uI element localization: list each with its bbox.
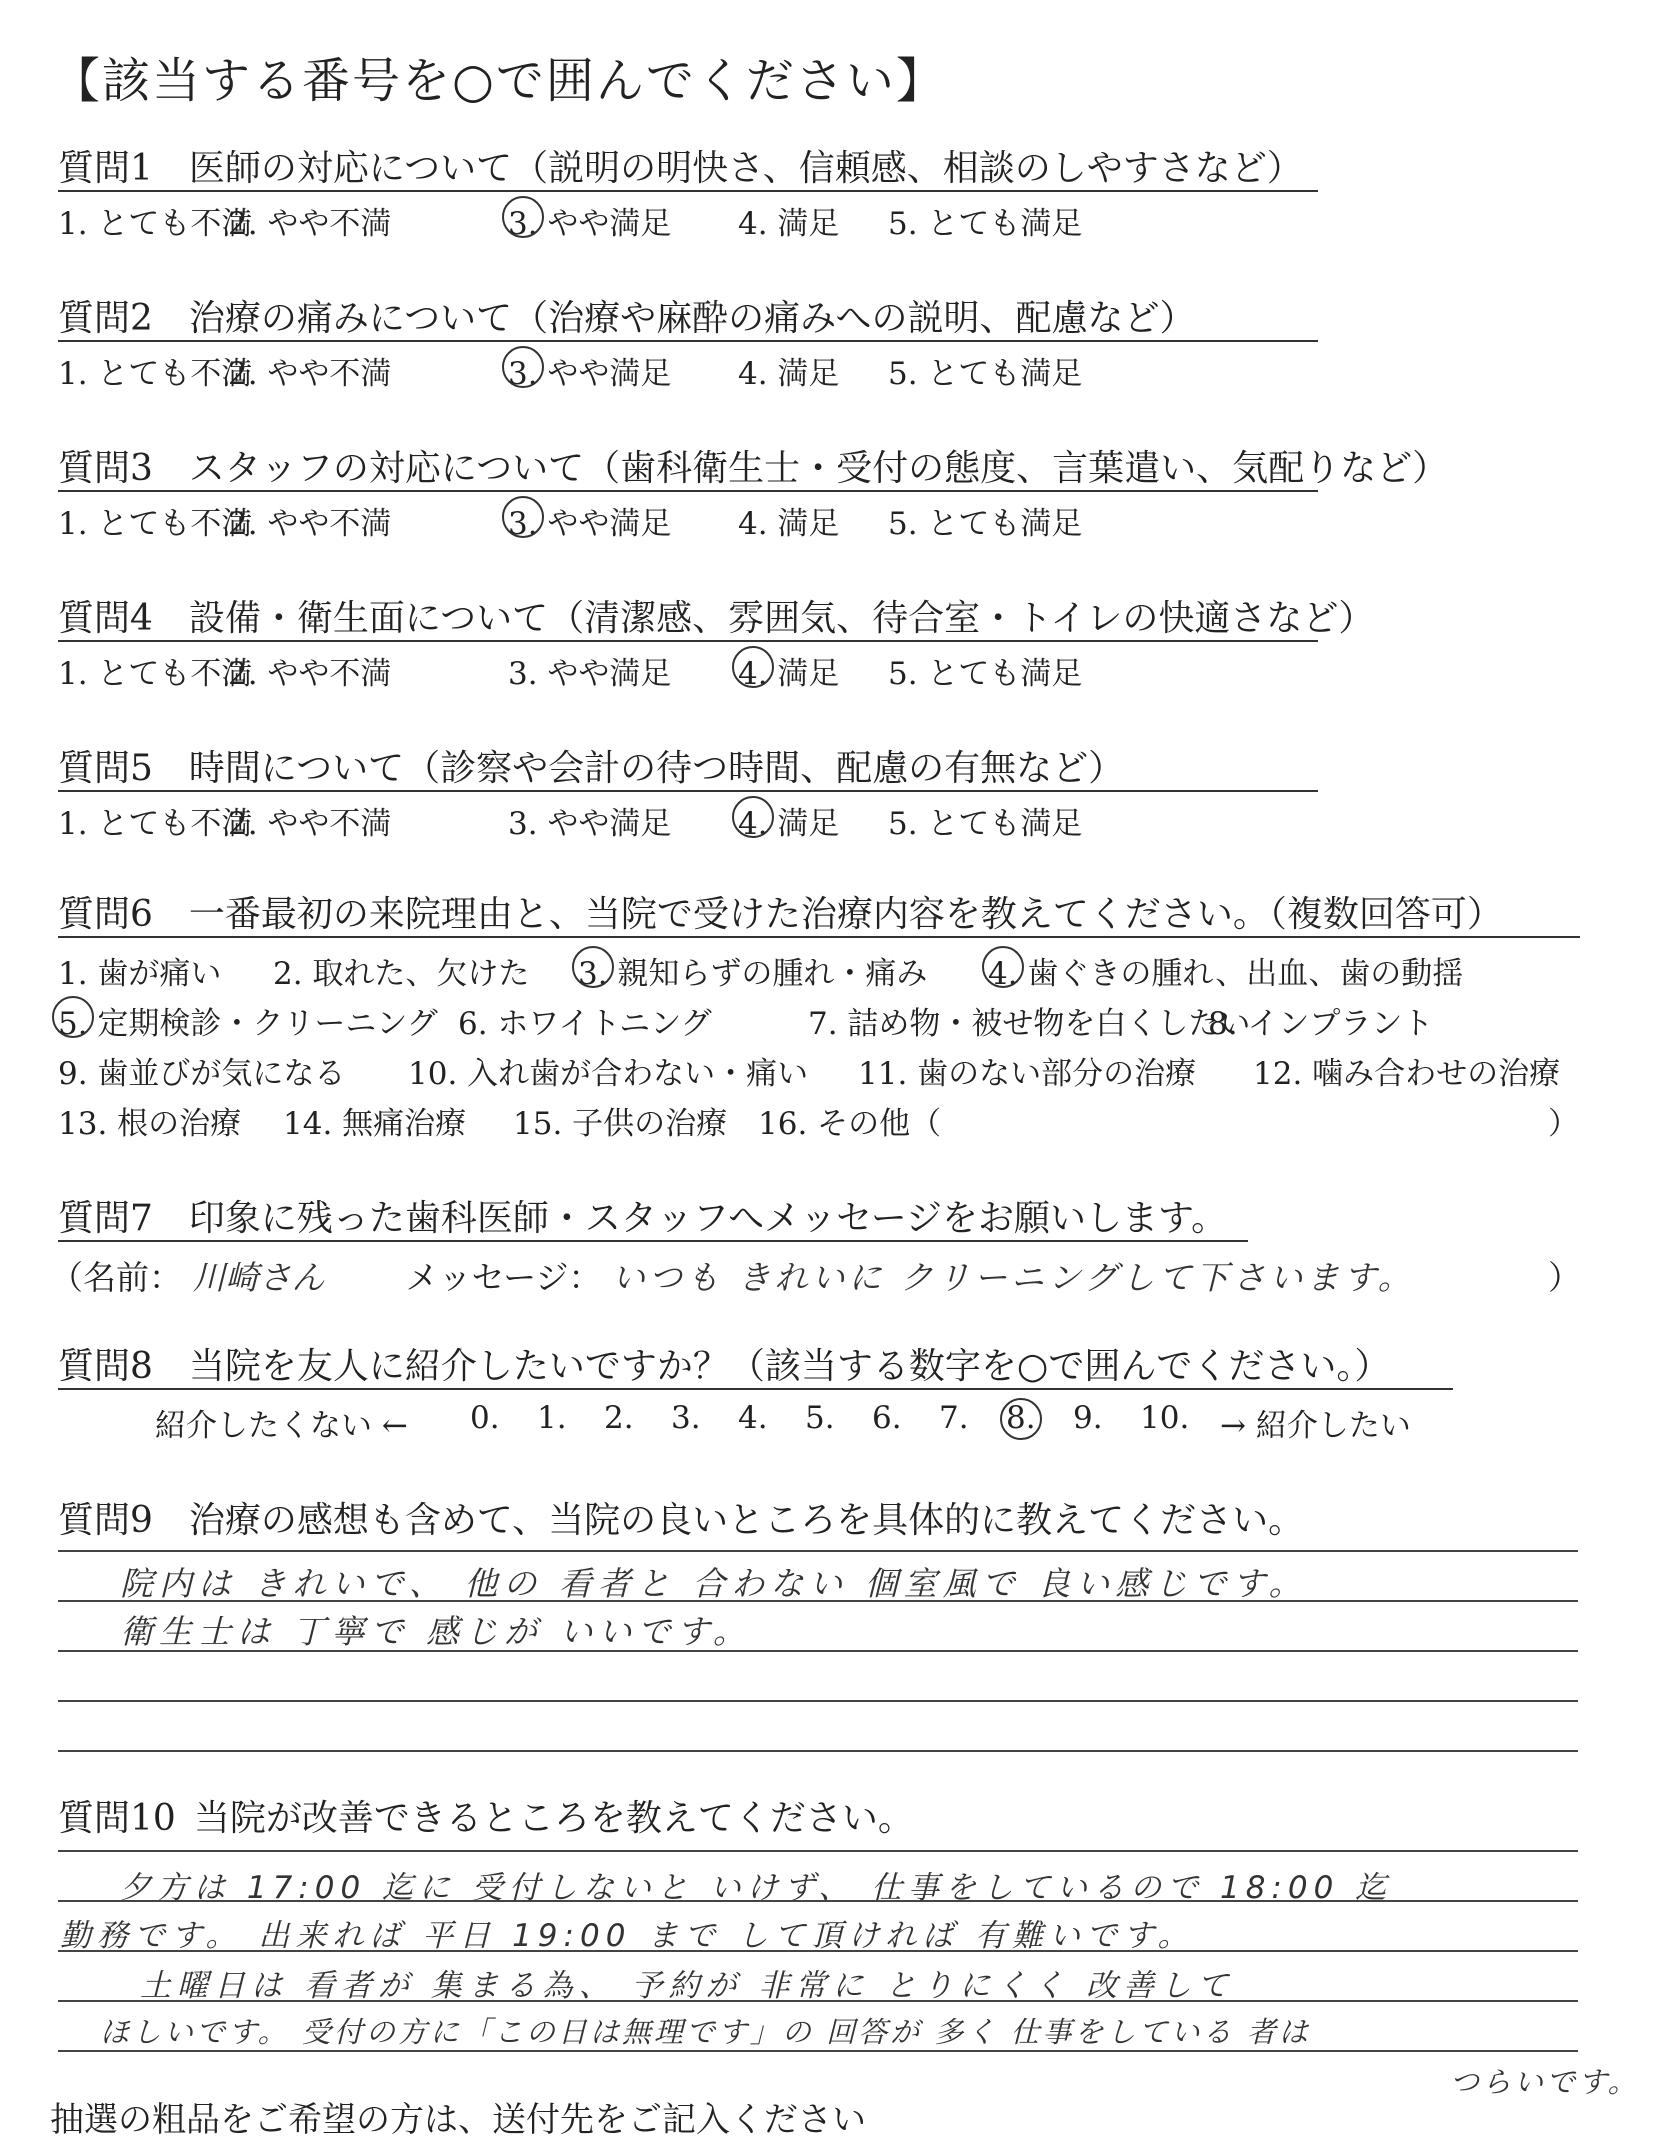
rating-option-2[interactable]: 2. やや不満 <box>228 506 392 542</box>
underline <box>58 490 1318 492</box>
q6-option[interactable]: 6. ホワイトニング <box>458 1006 712 1042</box>
q6-option[interactable]: 1. 歯が痛い <box>58 956 222 992</box>
rating-option-3[interactable]: 3. やや満足 <box>508 656 672 692</box>
scale-option[interactable]: 10. <box>1140 1400 1190 1436</box>
question-text: 印象に残った歯科医師・スタッフへメッセージをお願いします。 <box>188 1198 1228 1239</box>
q6-option[interactable]: 8. インプラント <box>1208 1006 1434 1042</box>
scale-right-label: → 紹介したい <box>1220 1408 1411 1444</box>
q7-response-row <box>50 1252 1415 1299</box>
rating-option-4[interactable]: 4. 満足 <box>738 806 840 842</box>
q10-answer-line-3: 土曜日は 看者が 集まる為、 予約が 非常に とりにくく 改善して <box>140 1968 1235 2004</box>
q6-option[interactable]: 12. 噛み合わせの治療 <box>1253 1056 1561 1092</box>
selection-circle <box>982 946 1024 988</box>
q6-option[interactable]: 4. 歯ぐきの腫れ、出血、歯の動揺 <box>988 956 1464 992</box>
q6-option[interactable]: 14. 無痛治療 <box>283 1106 467 1142</box>
footer-note: 抽選の粗品をご希望の方は、送付先をご記入ください <box>50 2100 866 2140</box>
question-7-heading <box>58 1190 1227 1241</box>
question-text: スタッフの対応について（歯科衛生士・受付の態度、言葉遣い、気配りなど） <box>188 448 1449 489</box>
scale-option[interactable]: 9. <box>1073 1400 1103 1436</box>
underline <box>58 936 1580 938</box>
question-text: 治療の痛みについて（治療や麻酔の痛みへの説明、配慮など） <box>188 298 1196 339</box>
scale-option[interactable]: 0. <box>470 1400 500 1436</box>
rating-option-5[interactable]: 5. とても満足 <box>888 356 1083 392</box>
underline <box>58 1388 1453 1390</box>
question-number: 質問5 <box>58 748 153 789</box>
rating-option-4[interactable]: 4. 満足 <box>738 506 840 542</box>
rating-option-5[interactable]: 5. とても満足 <box>888 806 1083 842</box>
scale-option[interactable]: 6. <box>872 1400 902 1436</box>
selection-circle <box>1000 1398 1042 1440</box>
q6-option[interactable]: 9. 歯並びが気になる <box>58 1056 346 1092</box>
scale-left-label: 紹介したくない ← <box>155 1408 408 1444</box>
answer-line <box>58 1850 1578 1852</box>
selection-circle <box>502 496 544 538</box>
question-number: 質問8 <box>58 1346 153 1387</box>
underline <box>58 790 1318 792</box>
q6-option[interactable]: ） <box>1548 1106 1579 1142</box>
question-text: 当院を友人に紹介したいですか？（該当する数字を○で囲んでください。） <box>188 1346 1391 1387</box>
scale-option[interactable]: 4. <box>738 1400 768 1436</box>
scale-option[interactable]: 8. <box>1006 1400 1036 1436</box>
scale-option[interactable]: 7. <box>939 1400 969 1436</box>
question-1-heading <box>58 140 1303 191</box>
rating-option-1[interactable]: 1. とても不満 <box>58 356 253 392</box>
scale-option[interactable]: 2. <box>604 1400 634 1436</box>
close-paren: ） <box>1548 1258 1581 1297</box>
q6-option[interactable]: 3. 親知らずの腫れ・痛み <box>578 956 928 992</box>
question-text: 時間について（診察や会計の待つ時間、配慮の有無など） <box>188 748 1125 789</box>
question-6-heading <box>58 886 1503 937</box>
selection-circle <box>502 196 544 238</box>
question-number: 質問4 <box>58 598 153 639</box>
rating-option-4[interactable]: 4. 満足 <box>738 206 840 242</box>
name-value: 川崎さん <box>192 1258 325 1297</box>
message-value: いつも きれいに クリーニングして下さいます。 <box>612 1258 1415 1297</box>
q6-option[interactable]: 16. その他（ <box>758 1106 942 1142</box>
q6-option[interactable]: 13. 根の治療 <box>58 1106 242 1142</box>
question-text: 治療の感想も含めて、当院の良いところを具体的に教えてください。 <box>188 1500 1305 1541</box>
q10-answer-line-5: つらいです。 <box>1450 2065 1640 2099</box>
rating-option-5[interactable]: 5. とても満足 <box>888 506 1083 542</box>
q10-answer-line-1: 夕方は 17:00 迄に 受付しないと いけず、 仕事をしているので 18:00 迄 <box>120 1870 1393 1906</box>
underline <box>58 190 1318 192</box>
rating-option-1[interactable]: 1. とても不満 <box>58 806 253 842</box>
selection-circle <box>52 996 94 1038</box>
q9-answer-line-1: 院内は きれいで、 他の 看者と 合わない 個室風で 良い感じです。 <box>120 1564 1308 1603</box>
question-text: 医師の対応について（説明の明快さ、信頼感、相談のしやすさなど） <box>188 148 1303 189</box>
rating-option-4[interactable]: 4. 満足 <box>738 656 840 692</box>
rating-option-1[interactable]: 1. とても不満 <box>58 656 253 692</box>
question-number: 質問2 <box>58 298 153 339</box>
question-2-heading <box>58 290 1195 341</box>
q6-option[interactable]: 10. 入れ歯が合わない・痛い <box>408 1056 809 1092</box>
selection-circle <box>732 796 774 838</box>
question-text: 一番最初の来院理由と、当院で受けた治療内容を教えてください。（複数回答可） <box>188 894 1503 935</box>
question-10-heading <box>58 1790 914 1841</box>
rating-option-3[interactable]: 3. やや満足 <box>508 356 672 392</box>
question-3-heading <box>58 440 1448 491</box>
answer-line <box>58 1700 1578 1702</box>
question-8-heading <box>58 1338 1390 1389</box>
rating-option-3[interactable]: 3. やや満足 <box>508 806 672 842</box>
rating-option-2[interactable]: 2. やや不満 <box>228 806 392 842</box>
q6-option[interactable]: 2. 取れた、欠けた <box>273 956 530 992</box>
rating-option-3[interactable]: 3. やや満足 <box>508 506 672 542</box>
question-4-heading <box>58 590 1374 641</box>
q6-option[interactable]: 5. 定期検診・クリーニング <box>58 1006 438 1042</box>
q10-answer-line-4: ほしいです。 受付の方に「この日は無理です」の 回答が 多く 仕事をしている 者は <box>100 2015 1311 2049</box>
question-number: 質問6 <box>58 894 153 935</box>
q6-option[interactable]: 15. 子供の治療 <box>513 1106 728 1142</box>
underline <box>58 1240 1248 1242</box>
scale-option[interactable]: 5. <box>805 1400 835 1436</box>
rating-option-1[interactable]: 1. とても不満 <box>58 206 253 242</box>
rating-option-2[interactable]: 2. やや不満 <box>228 656 392 692</box>
rating-option-4[interactable]: 4. 満足 <box>738 356 840 392</box>
q10-answer-line-2: 勤務です。 出来れば 平日 19:00 まで して頂ければ 有難いです。 <box>60 1918 1195 1954</box>
answer-line <box>58 1550 1578 1552</box>
scale-option[interactable]: 3. <box>671 1400 701 1436</box>
question-5-heading <box>58 740 1124 791</box>
q9-answer-line-2: 衛生士は 丁寧で 感じが いいです。 <box>120 1612 752 1651</box>
name-label: （名前： <box>50 1258 182 1297</box>
underline <box>58 640 1318 642</box>
selection-circle <box>572 946 614 988</box>
rating-option-5[interactable]: 5. とても満足 <box>888 656 1083 692</box>
question-9-heading <box>58 1492 1304 1543</box>
rating-option-3[interactable]: 3. やや満足 <box>508 206 672 242</box>
selection-circle <box>502 346 544 388</box>
question-number: 質問1 <box>58 148 153 189</box>
question-text: 当院が改善できるところを教えてください。 <box>193 1798 914 1839</box>
rating-option-2[interactable]: 2. やや不満 <box>228 206 392 242</box>
answer-line <box>58 1750 1578 1752</box>
selection-circle <box>732 646 774 688</box>
rating-option-2[interactable]: 2. やや不満 <box>228 356 392 392</box>
message-label: メッセージ： <box>405 1258 602 1297</box>
underline <box>58 340 1318 342</box>
scale-option[interactable]: 1. <box>537 1400 567 1436</box>
rating-option-1[interactable]: 1. とても不満 <box>58 506 253 542</box>
rating-option-5[interactable]: 5. とても満足 <box>888 206 1083 242</box>
q6-option[interactable]: 7. 詰め物・被せ物を白くしたい <box>808 1006 1251 1042</box>
question-text: 設備・衛生面について（清潔感、雰囲気、待合室・トイレの快適さなど） <box>188 598 1375 639</box>
question-number: 質問10 <box>58 1798 176 1839</box>
question-number: 質問3 <box>58 448 153 489</box>
question-number: 質問7 <box>58 1198 153 1239</box>
question-number: 質問9 <box>58 1500 153 1541</box>
q6-option[interactable]: 11. 歯のない部分の治療 <box>858 1056 1197 1092</box>
page-title: 【該当する番号を○で囲んでください】 <box>52 53 946 109</box>
